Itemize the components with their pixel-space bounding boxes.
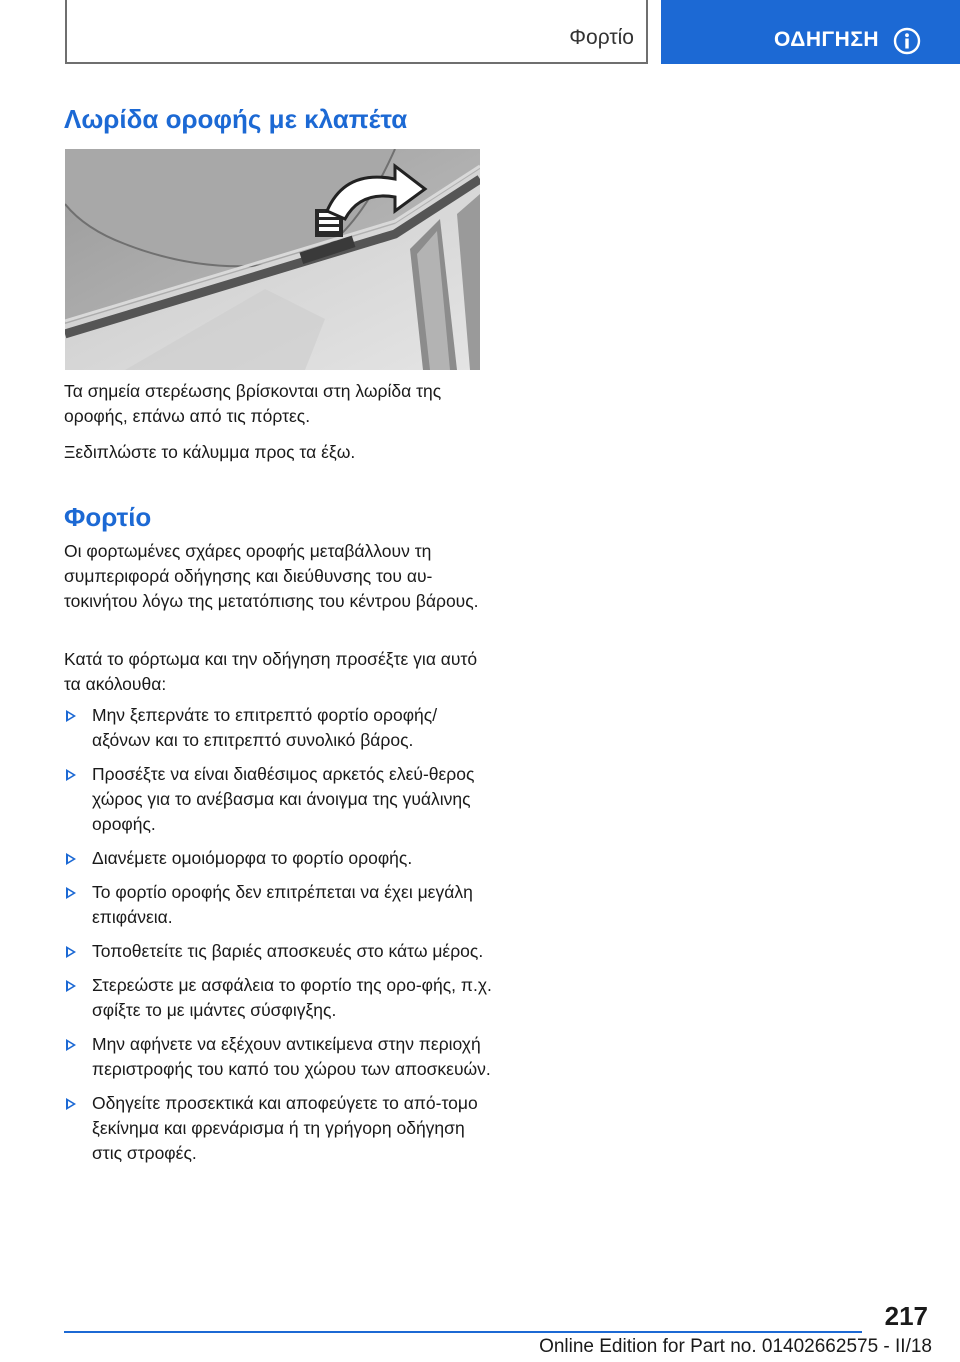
footer-divider — [64, 1331, 862, 1333]
triangle-bullet-icon — [66, 1098, 76, 1110]
roof-rail-flap-illustration — [65, 149, 480, 370]
page-title: Λωρίδα οροφής με κλαπέτα — [64, 104, 408, 134]
triangle-bullet-icon — [66, 980, 76, 992]
list-item: Μην ξεπερνάτε το επιτρεπτό φορτίο οροφής/αξόνων και το επιτρεπτό συνολικό βάρος. — [64, 703, 494, 753]
section-title-load: Φορτίο — [64, 502, 152, 532]
list-item: Στερεώστε με ασφάλεια το φορτίο της ορο-φής, π.χ. σφίξτε το με ιμάντες σύσφιγξης. — [64, 973, 494, 1023]
list-item: Το φορτίο οροφής δεν επιτρέπεται να έχει μεγάλη επιφάνεια. — [64, 880, 494, 930]
paragraph-load-lead: Κατά το φόρτωμα και την οδήγηση προσέξτε για αυτό τα ακόλουθα: — [64, 649, 478, 694]
triangle-bullet-icon — [66, 1039, 76, 1051]
list-item: Προσέξτε να είναι διαθέσιμος αρκετός ελεύ-θερος χώρος για το ανέβασμα και άνοιγμα της γυάλινης οροφής. — [64, 762, 494, 837]
footer-edition: Online Edition for Part no. 01402662575 - II/18 — [539, 1336, 932, 1357]
info-icon[interactable] — [893, 27, 921, 55]
header-section-label: Φορτίο — [569, 26, 634, 49]
header-section-box — [65, 0, 648, 64]
list-item: Μην αφήνετε να εξέχουν αντικείμενα στην περιοχή περιστροφής του καπό του χώρου των αποσκευών. — [64, 1032, 494, 1082]
triangle-bullet-icon — [66, 853, 76, 865]
list-item: Τοποθετείτε τις βαριές αποσκευές στο κάτω μέρος. — [64, 939, 494, 964]
paragraph-load-intro: Οι φορτωμένες σχάρες οροφής μεταβάλλουν τη συμπεριφορά οδήγησης και διεύθυνσης του αυ-τοκινήτου λόγω της μετατόπισης του κέντρου βάρους. — [64, 541, 479, 611]
triangle-bullet-icon — [66, 887, 76, 899]
triangle-bullet-icon — [66, 946, 76, 958]
page-number: 217 — [884, 1301, 928, 1331]
paragraph-unfold-cover: Ξεδιπλώστε το κάλυμμα προς τα έξω. — [64, 442, 356, 462]
list-item: Διανέμετε ομοιόμορφα το φορτίο οροφής. — [64, 846, 494, 871]
triangle-bullet-icon — [66, 769, 76, 781]
paragraph-anchor-points: Τα σημεία στερέωσης βρίσκονται στη λωρίδα της οροφής, επάνω από τις πόρτες. — [64, 381, 442, 426]
triangle-bullet-icon — [66, 710, 76, 722]
load-bullet-list — [64, 703, 494, 1175]
list-item: Οδηγείτε προσεκτικά και αποφεύγετε το από-τομο ξεκίνημα και φρενάρισμα ή τη γρήγορη οδήγηση στις στροφές. — [64, 1091, 494, 1166]
header-nav-tab[interactable] — [661, 0, 960, 64]
nav-label[interactable]: ΟΔΗΓΗΣΗ — [774, 28, 880, 51]
